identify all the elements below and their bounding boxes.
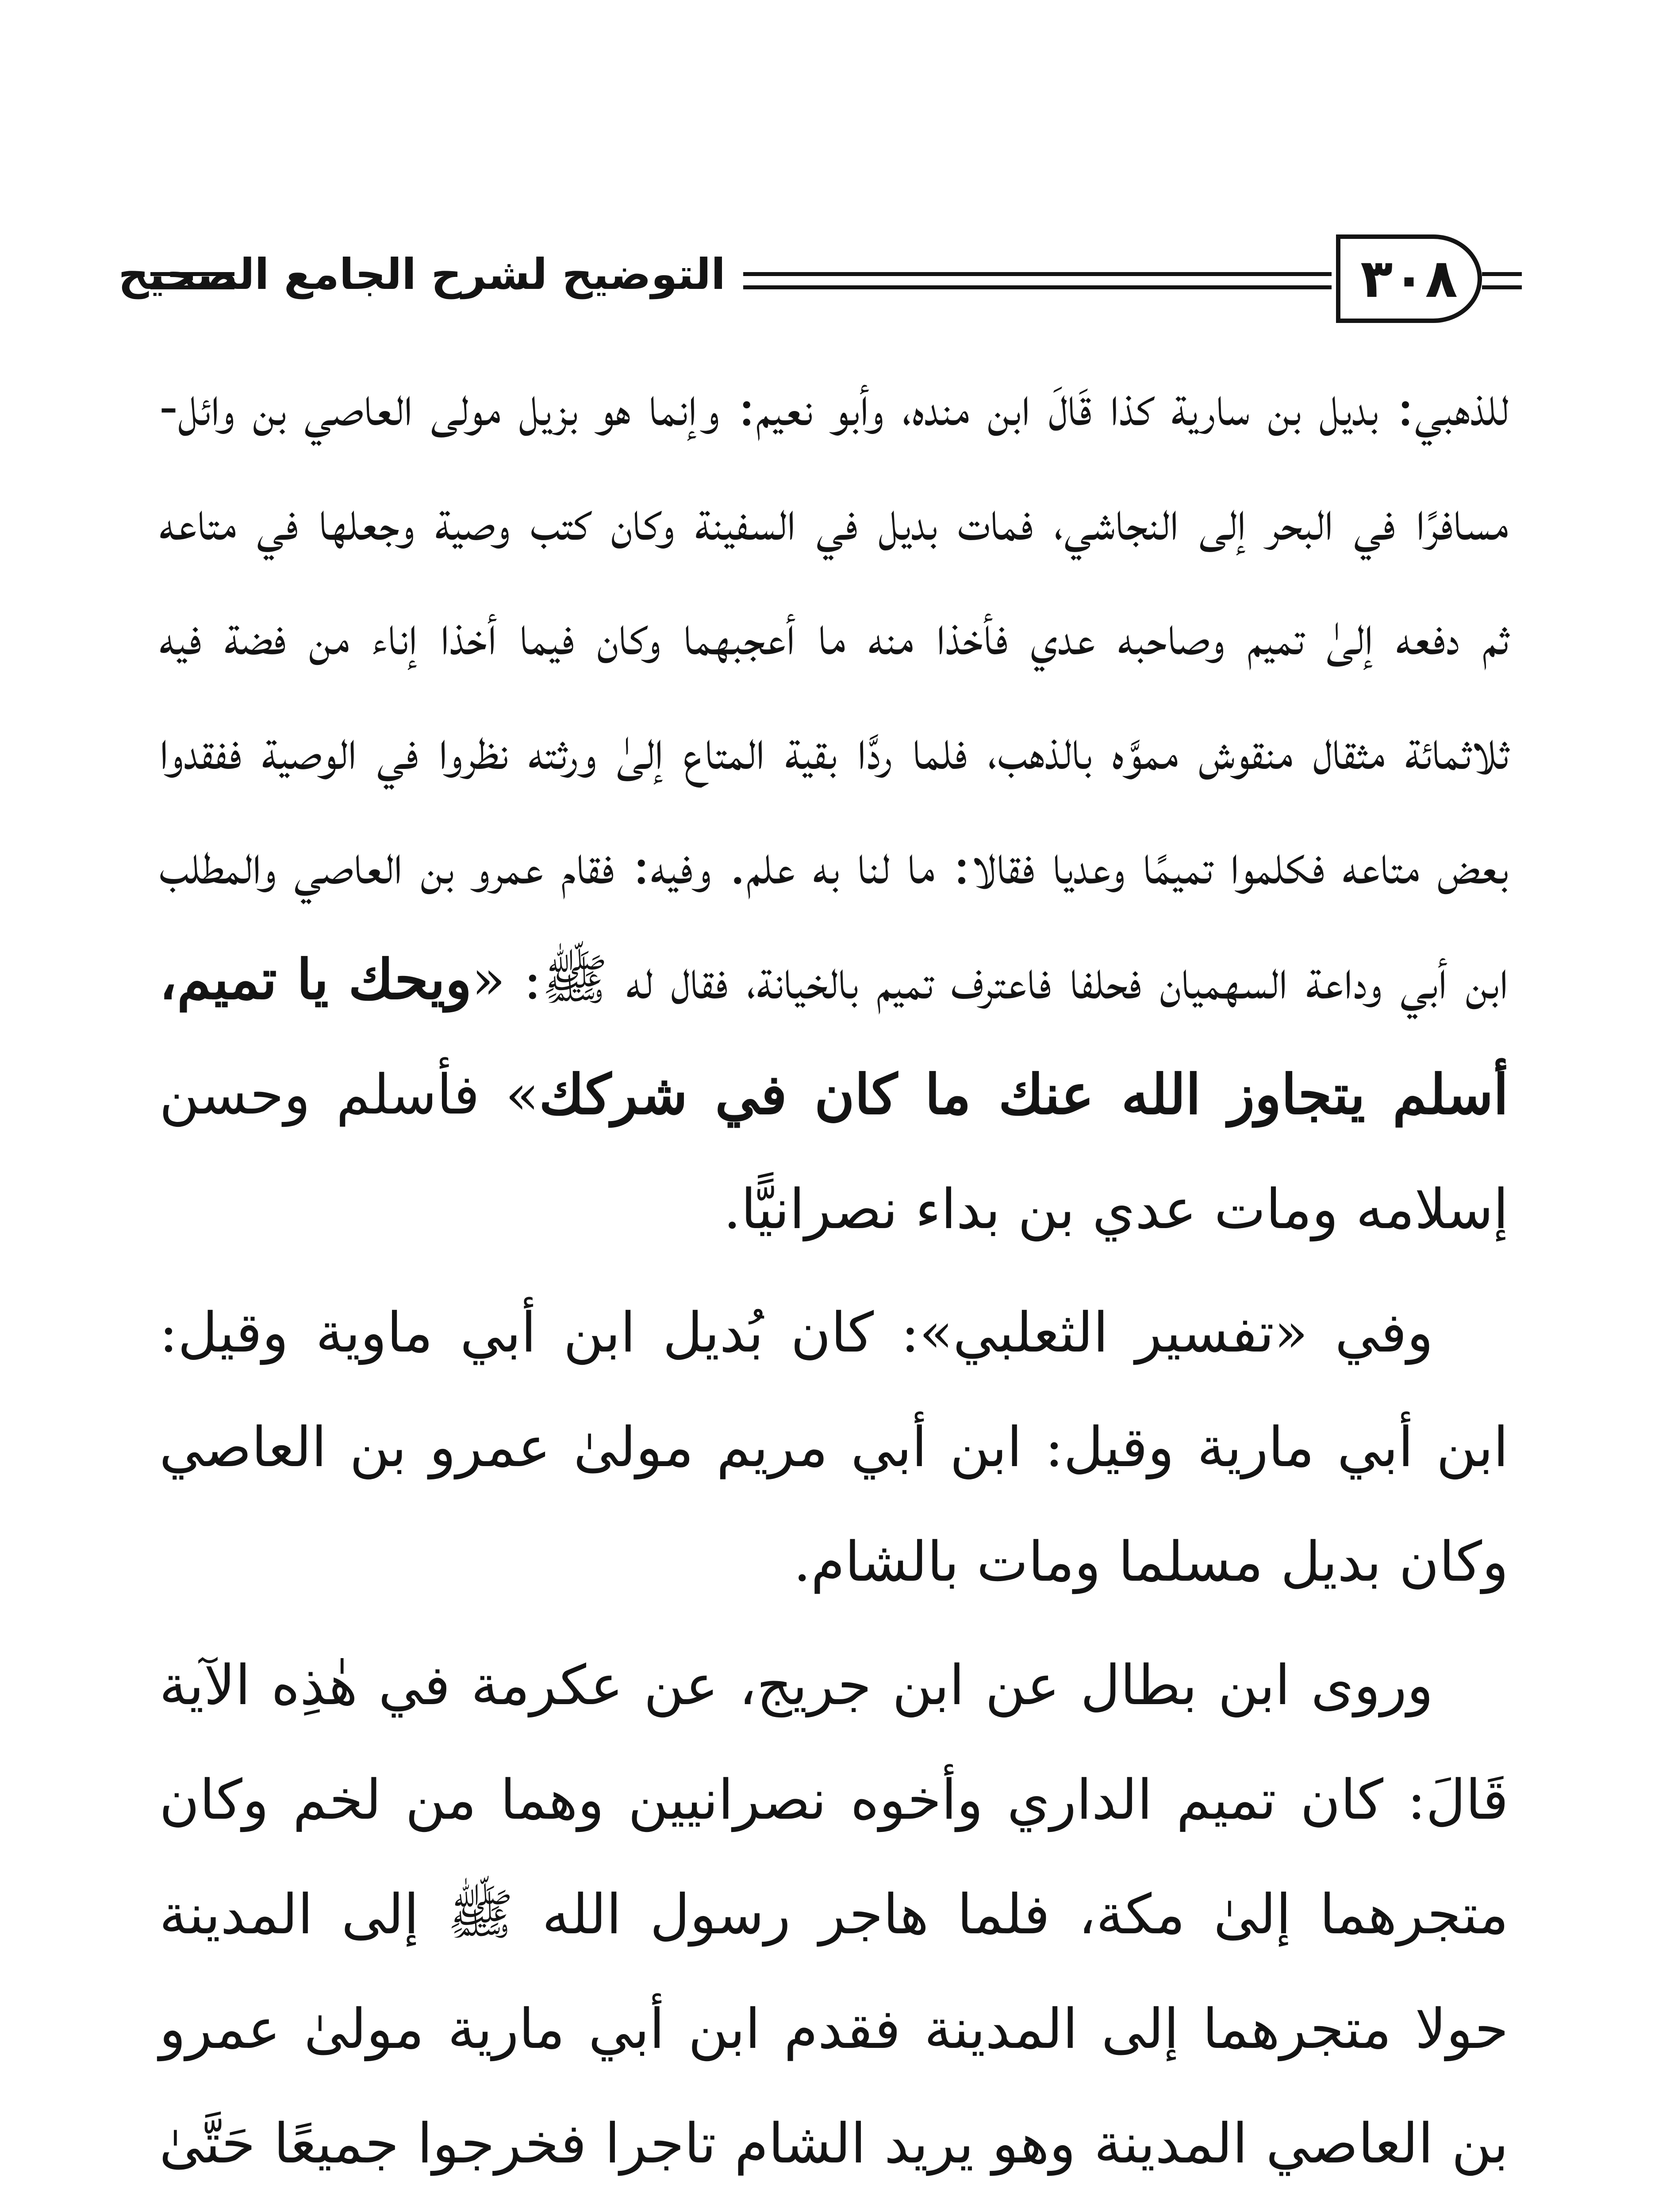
page-header <box>118 230 1522 327</box>
paragraph-1-text: للذهبي: بديل بن سارية كذا قَالَ ابن منده، وأبو نعيم: وإنما هو بزيل مولى العاصي بن وائل- مسافرًا في البحر إلى النجاشي، فمات بديل في السفينة وكان كتب وصية وجعلها في متاعه ثم دفعه إلىٰ تميم وصاحبه عدي فأخذا منه ما أعجبهما وكان فيما أخذا إناء من فضة فيه ثلاثمائة مثقال منقوش مموَّه بالذهب، فلما ردَّا بقية المتاع إلىٰ ورثته نظروا في الوصية ففقدوا بعض متاعه فكلموا تميمًا وعديا فقالا: ما لنا به علم. وفيه: فقام عمرو بن العاصي والمطلب ابن أبي وداعة السهميان فحلفا فاعترف تميم بالخيانة، فقال له ﷺ: « <box>159 375 1509 1012</box>
paragraph-2: وفي «تفسير الثعلبي»: كان بُديل ابن أبي ماوية وقيل: ابن أبي مارية وقيل: ابن أبي مريم مولىٰ عمرو بن العاصي وكان بديل مسلما ومات بالشام. <box>159 1301 1509 1594</box>
paragraph-3 <box>159 1628 1509 2212</box>
paragraph-1 <box>159 349 1509 1267</box>
paragraph-3-text: وروى ابن بطال عن ابن جريج، عن عكرمة في هٰذِه الآية قَالَ: كان تميم الداري وأخوه نصرانيين وهما من لخم وكان متجرهما إلىٰ مكة، فلما هاجر رسول الله ﷺ إلى المدينة حولا متجرهما إلى المدينة فقدم ابن أبي مارية مولىٰ عمرو بن العاصي المدينة وهو يريد الشام تاجرا فخرجوا جميعًا حَتَّىٰ <box>159 1654 1509 2176</box>
book-title: التوضيح لشرح الجامع الصحيح <box>118 250 726 299</box>
body-text <box>159 349 1509 2212</box>
header-rule <box>1482 272 1522 276</box>
page-number: ٣٠٨ <box>1360 248 1458 310</box>
page-number-badge <box>1336 234 1482 323</box>
header-rule <box>1482 285 1522 289</box>
paragraph-1-tail: » فأسلم وحسن إسلامه ومات عدي بن بداء نصرانيًّا. <box>159 1063 1509 1241</box>
hadith-quote: ويحك يا تميم، أسلم يتجاوز الله عنك ما كان في شركك <box>159 948 1509 1127</box>
header-rule <box>743 285 1332 289</box>
header-rule <box>743 272 1332 276</box>
